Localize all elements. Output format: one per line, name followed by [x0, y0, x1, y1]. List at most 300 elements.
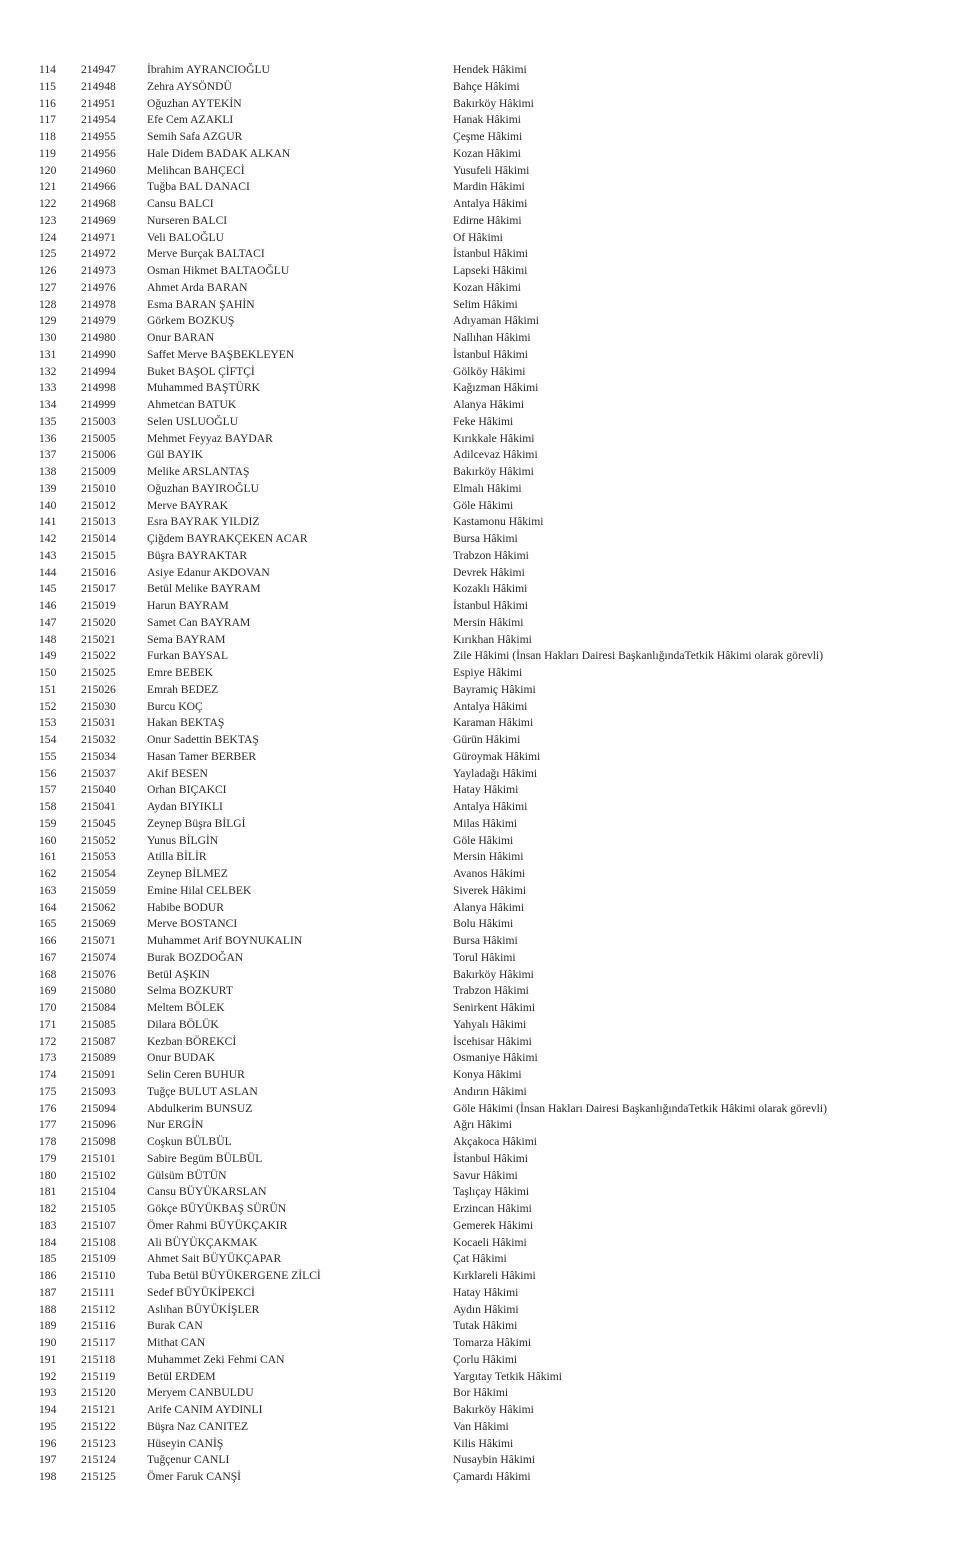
registry-number: 215084: [81, 1001, 116, 1014]
list-item: [0, 1285, 960, 1302]
person-name: Zeynep Büşra BİLGİ: [147, 816, 246, 830]
person-name: Asiye Edanur AKDOVAN: [147, 565, 270, 579]
registry-number: 215108: [81, 1235, 116, 1249]
person-name: Onur BARAN: [147, 331, 215, 344]
row-number: 184: [39, 1235, 57, 1249]
person-name: Sabire Begüm BÜLBÜL: [147, 1151, 263, 1165]
list-item: [0, 1436, 960, 1453]
assigned-post: Lapseki Hâkimi: [453, 264, 528, 277]
registry-number: 215030: [81, 699, 116, 713]
list-item: [0, 866, 960, 883]
registry-number: 214994: [81, 364, 116, 378]
list-item: [0, 280, 960, 297]
assigned-post: İstanbul Hâkimi: [453, 1151, 529, 1165]
list-item: [0, 62, 960, 79]
row-number: 198: [39, 1470, 57, 1483]
person-name: Onur Sadettin BEKTAŞ: [147, 733, 259, 746]
assigned-post: Bakırköy Hâkimi: [453, 96, 534, 110]
person-name: Mehmet Feyyaz BAYDAR: [147, 431, 273, 445]
assigned-post: Yayladağı Hâkimi: [453, 766, 538, 780]
row-number: 118: [39, 130, 56, 143]
registry-number: 214956: [81, 146, 116, 160]
registry-number: 215034: [81, 749, 116, 763]
registry-number: 214954: [81, 113, 116, 127]
registry-number: 215101: [81, 1151, 116, 1165]
row-number: 180: [39, 1168, 57, 1182]
person-name: Meryem CANBULDU: [147, 1386, 254, 1400]
assigned-post: Selim Hâkimi: [453, 297, 518, 311]
assigned-post: Alanya Hâkimi: [453, 398, 525, 411]
registry-number: 215053: [81, 850, 116, 864]
registry-number: 215010: [81, 481, 116, 495]
registry-number: 215013: [81, 515, 116, 529]
person-name: Büşra BAYRAKTAR: [147, 548, 248, 562]
registry-number: 215076: [81, 967, 116, 981]
list-item: [0, 481, 960, 498]
assigned-post: Milas Hâkimi: [453, 816, 518, 830]
row-number: 116: [39, 96, 56, 110]
assigned-post: Edirne Hâkimi: [453, 213, 522, 227]
row-number: 119: [39, 146, 56, 160]
assigned-post: Kırıkhan Hâkimi: [453, 632, 532, 646]
assigned-post: Devrek Hâkimi: [453, 565, 525, 579]
row-number: 153: [39, 716, 57, 730]
assigned-post: Hanak Hâkimi: [453, 113, 521, 127]
assigned-post: Bor Hâkimi: [453, 1386, 509, 1400]
registry-number: 215117: [81, 1336, 116, 1349]
row-number: 173: [39, 1051, 57, 1065]
row-number: 140: [39, 498, 57, 512]
registry-number: 214971: [81, 230, 116, 244]
list-item: [0, 1268, 960, 1285]
person-name: Arife CANIM AYDINLI: [147, 1403, 263, 1416]
person-name: Ahmet Sait BÜYÜKÇAPAR: [147, 1252, 282, 1266]
row-number: 149: [39, 649, 57, 663]
assigned-post: Espiye Hâkimi: [453, 666, 523, 679]
registry-number: 215041: [81, 800, 116, 813]
list-item: [0, 1235, 960, 1252]
person-name: Atilla BİLİR: [147, 850, 207, 864]
assigned-post: İscehisar Hâkimi: [453, 1034, 532, 1048]
person-name: Nurseren BALCI: [147, 213, 228, 227]
list-item: [0, 96, 960, 113]
registry-number: 214998: [81, 381, 116, 395]
list-item: [0, 1369, 960, 1386]
registry-number: 215059: [81, 883, 116, 897]
person-name: Tuğçenur CANLI: [147, 1453, 230, 1467]
list-item: [0, 1251, 960, 1268]
list-item: [0, 648, 960, 665]
assigned-post: Çeşme Hâkimi: [453, 130, 523, 143]
person-name: Muhammed BAŞTÜRK: [147, 381, 261, 395]
registry-number: 214978: [81, 297, 116, 311]
assigned-post: Karaman Hâkimi: [453, 716, 534, 730]
person-name: Gülsüm BÜTÜN: [147, 1168, 227, 1182]
registry-number: 214947: [81, 63, 116, 76]
assigned-post: Gölköy Hâkimi: [453, 364, 526, 378]
assigned-post: Bakırköy Hâkimi: [453, 465, 534, 478]
list-item: [0, 179, 960, 196]
person-name: Hasan Tamer BERBER: [147, 749, 257, 763]
list-item: [0, 1084, 960, 1101]
row-number: 175: [39, 1084, 57, 1098]
list-item: [0, 431, 960, 448]
person-name: Ahmet Arda BARAN: [147, 280, 248, 294]
row-number: 123: [39, 213, 57, 227]
assigned-post: Antalya Hâkimi: [453, 800, 528, 813]
registry-number: 214960: [81, 163, 116, 177]
row-number: 187: [39, 1285, 57, 1299]
row-number: 179: [39, 1151, 57, 1165]
assigned-post: Senirkent Hâkimi: [453, 1001, 536, 1014]
list-item: [0, 263, 960, 280]
person-name: Meltem BÖLEK: [147, 1001, 225, 1014]
list-item: [0, 531, 960, 548]
assigned-post: Nallıhan Hâkimi: [453, 331, 531, 344]
row-number: 127: [39, 280, 57, 294]
person-name: Abdulkerim BUNSUZ: [147, 1101, 253, 1115]
row-number: 172: [39, 1034, 57, 1048]
row-number: 165: [39, 917, 57, 931]
person-name: Sedef BÜYÜKİPEKCİ: [147, 1285, 255, 1299]
list-item: [0, 1000, 960, 1017]
assigned-post: Akçakoca Hâkimi: [453, 1135, 538, 1148]
registry-number: 215105: [81, 1202, 116, 1215]
registry-number: 214972: [81, 247, 116, 261]
person-name: Saffet Merve BAŞBEKLEYEN: [147, 347, 295, 361]
person-name: Muhammet Arif BOYNUKALIN: [147, 934, 303, 947]
list-item: [0, 665, 960, 682]
assigned-post: Yargıtay Tetkik Hâkimi: [453, 1369, 563, 1383]
registry-number: 215109: [81, 1252, 116, 1266]
row-number: 144: [39, 565, 57, 579]
person-name: Gökçe BÜYÜKBAŞ SÜRÜN: [147, 1202, 287, 1215]
row-number: 195: [39, 1419, 57, 1433]
person-name: Ali BÜYÜKÇAKMAK: [147, 1235, 258, 1249]
row-number: 152: [39, 699, 57, 713]
assigned-post: Feke Hâkimi: [453, 414, 514, 428]
row-number: 185: [39, 1252, 57, 1266]
row-number: 132: [39, 364, 57, 378]
list-item: [0, 1017, 960, 1034]
person-name: Aslıhan BÜYÜKİŞLER: [147, 1302, 260, 1316]
list-item: [0, 732, 960, 749]
assigned-post: Mersin Hâkimi: [453, 850, 524, 864]
list-item: [0, 380, 960, 397]
assigned-post: İstanbul Hâkimi: [453, 599, 529, 612]
list-item: [0, 581, 960, 598]
assigned-post: Of Hâkimi: [453, 230, 503, 244]
person-name: Coşkun BÜLBÜL: [147, 1135, 232, 1148]
row-number: 139: [39, 481, 57, 495]
row-number: 196: [39, 1436, 57, 1450]
assigned-post: Torul Hâkimi: [453, 950, 516, 964]
person-name: Mithat CAN: [147, 1336, 206, 1349]
list-item: [0, 498, 960, 515]
person-name: Orhan BIÇAKCI: [147, 783, 227, 797]
assigned-post: Mersin Hâkimi: [453, 615, 524, 629]
list-item: [0, 313, 960, 330]
registry-number: 215031: [81, 716, 116, 730]
row-number: 161: [39, 850, 57, 864]
list-item: [0, 598, 960, 615]
registry-number: 215093: [81, 1084, 116, 1098]
registry-number: 215118: [81, 1352, 116, 1366]
assigned-post: Güroymak Hâkimi: [453, 749, 541, 763]
person-name: Ömer Rahmi BÜYÜKÇAKIR: [147, 1218, 288, 1232]
assigned-post: Kozan Hâkimi: [453, 146, 521, 160]
person-name: Semih Safa AZGUR: [147, 130, 243, 143]
list-item: [0, 1134, 960, 1151]
list-item: [0, 548, 960, 565]
registry-number: 214955: [81, 130, 116, 143]
assigned-post: Yahyalı Hâkimi: [453, 1017, 527, 1031]
row-number: 162: [39, 867, 57, 880]
row-number: 159: [39, 816, 57, 830]
person-name: İbrahim AYRANCIOĞLU: [147, 63, 270, 76]
person-name: Hakan BEKTAŞ: [147, 716, 225, 730]
assigned-post: Zile Hâkimi (İnsan Hakları Dairesi BaşkanlığındaTetkik Hâkimi olarak görevli): [453, 649, 824, 663]
row-number: 154: [39, 733, 57, 746]
registry-number: 215006: [81, 448, 116, 462]
list-item: [0, 933, 960, 950]
assigned-post: Andırın Hâkimi: [453, 1084, 527, 1098]
row-number: 147: [39, 615, 57, 629]
registry-number: 214968: [81, 197, 116, 210]
list-item: [0, 364, 960, 381]
registry-number: 215094: [81, 1101, 116, 1115]
row-number: 136: [39, 431, 57, 445]
registry-number: 215121: [81, 1403, 116, 1416]
list-item: [0, 967, 960, 984]
assigned-post: İstanbul Hâkimi: [453, 247, 529, 261]
registry-number: 215122: [81, 1419, 116, 1433]
list-item: [0, 464, 960, 481]
assigned-post: Tomarza Hâkimi: [453, 1336, 532, 1349]
row-number: 176: [39, 1101, 57, 1115]
assigned-post: Savur Hâkimi: [453, 1168, 518, 1182]
list-item: [0, 129, 960, 146]
person-name: Tuğçe BULUT ASLAN: [147, 1084, 258, 1098]
person-name: Ömer Faruk CANŞİ: [147, 1470, 242, 1483]
list-item: [0, 246, 960, 263]
person-name: Betül Melike BAYRAM: [147, 582, 261, 596]
list-item: [0, 397, 960, 414]
registry-number: 214979: [81, 314, 116, 328]
person-name: Burak BOZDOĞAN: [147, 950, 244, 964]
list-item: [0, 1101, 960, 1118]
person-name: Cansu BÜYÜKARSLAN: [147, 1185, 267, 1199]
registry-number: 214990: [81, 347, 116, 361]
registry-number: 214980: [81, 331, 116, 344]
assigned-post: Bahçe Hâkimi: [453, 79, 520, 93]
person-name: Selin Ceren BUHUR: [147, 1068, 245, 1081]
registry-number: 215111: [81, 1285, 115, 1299]
row-number: 182: [39, 1202, 57, 1215]
person-name: Samet Can BAYRAM: [147, 615, 251, 629]
list-item: [0, 1419, 960, 1436]
assigned-post: Çamardı Hâkimi: [453, 1470, 531, 1483]
assigned-post: Bakırköy Hâkimi: [453, 967, 534, 981]
registry-number: 215005: [81, 431, 116, 445]
row-number: 114: [39, 63, 56, 76]
row-number: 194: [39, 1403, 57, 1416]
list-item: [0, 347, 960, 364]
row-number: 122: [39, 197, 57, 210]
registry-number: 215080: [81, 984, 116, 998]
row-number: 131: [39, 347, 57, 361]
registry-number: 214951: [81, 96, 116, 110]
row-number: 142: [39, 532, 57, 545]
registry-number: 215098: [81, 1135, 116, 1148]
row-number: 133: [39, 381, 57, 395]
row-number: 157: [39, 783, 57, 797]
person-name: Görkem BOZKUŞ: [147, 314, 235, 328]
list-item: [0, 983, 960, 1000]
assigned-post: Gemerek Hâkimi: [453, 1218, 534, 1232]
row-number: 169: [39, 984, 57, 998]
registry-number: 215125: [81, 1470, 116, 1483]
row-number: 145: [39, 582, 57, 596]
row-number: 174: [39, 1068, 57, 1081]
person-name: Betül ERDEM: [147, 1369, 216, 1383]
person-name: Merve BAYRAK: [147, 498, 229, 512]
list-item: [0, 414, 960, 431]
assigned-post: Bakırköy Hâkimi: [453, 1403, 534, 1416]
assigned-post: Kozan Hâkimi: [453, 280, 521, 294]
row-number: 141: [39, 515, 57, 529]
person-name: Oğuzhan BAYIROĞLU: [147, 481, 259, 495]
person-name: Oğuzhan AYTEKİN: [147, 96, 242, 110]
row-number: 146: [39, 599, 57, 612]
registry-number: 215012: [81, 498, 116, 512]
assigned-post: Ağrı Hâkimi: [453, 1118, 512, 1132]
registry-number: 215116: [81, 1319, 116, 1333]
person-name: Çiğdem BAYRAKÇEKEN ACAR: [147, 532, 308, 545]
registry-number: 215021: [81, 632, 116, 646]
assigned-post: Osmaniye Hâkimi: [453, 1051, 538, 1065]
person-name: Esra BAYRAK YILDIZ: [147, 515, 260, 529]
row-number: 177: [39, 1118, 57, 1132]
registry-number: 214976: [81, 280, 116, 294]
assigned-post: Trabzon Hâkimi: [453, 984, 529, 998]
person-name: Harun BAYRAM: [147, 599, 229, 612]
person-name: Habibe BODUR: [147, 900, 224, 914]
row-number: 137: [39, 448, 57, 462]
person-name: Emrah BEDEZ: [147, 682, 219, 696]
assigned-post: Bayramiç Hâkimi: [453, 682, 536, 696]
list-item: [0, 514, 960, 531]
list-item: [0, 1184, 960, 1201]
row-number: 138: [39, 465, 57, 478]
assigned-post: Yusufeli Hâkimi: [453, 163, 530, 177]
registry-number: 215120: [81, 1386, 116, 1400]
list-item: [0, 799, 960, 816]
row-number: 181: [39, 1185, 57, 1199]
row-number: 134: [39, 398, 57, 411]
list-item: [0, 1168, 960, 1185]
person-name: Sema BAYRAM: [147, 632, 226, 646]
assigned-post: Göle Hâkimi: [453, 498, 514, 512]
list-item: [0, 715, 960, 732]
assigned-post: Adilcevaz Hâkimi: [453, 448, 538, 462]
row-number: 128: [39, 297, 57, 311]
row-number: 190: [39, 1336, 57, 1349]
registry-number: 215096: [81, 1118, 116, 1132]
assigned-post: Kocaeli Hâkimi: [453, 1235, 527, 1249]
registry-number: 215124: [81, 1453, 116, 1467]
person-name: Zehra AYSÖNDÜ: [147, 79, 232, 93]
person-name: Kezban BÖREKCİ: [147, 1034, 237, 1048]
assigned-post: Erzincan Hâkimi: [453, 1202, 532, 1215]
list-item: [0, 330, 960, 347]
registry-number: 215025: [81, 666, 116, 679]
row-number: 120: [39, 163, 57, 177]
assigned-post: Mardin Hâkimi: [453, 180, 525, 194]
registry-number: 215062: [81, 900, 116, 914]
person-name: Osman Hikmet BALTAOĞLU: [147, 264, 290, 277]
assigned-post: Bolu Hâkimi: [453, 917, 514, 931]
person-name: Nur ERGİN: [147, 1118, 204, 1132]
list-item: [0, 1050, 960, 1067]
person-name: Emre BEBEK: [147, 666, 214, 679]
registry-number: 215020: [81, 615, 116, 629]
row-number: 171: [39, 1017, 57, 1031]
assigned-post: Çorlu Hâkimi: [453, 1352, 518, 1366]
assigned-post: Kilis Hâkimi: [453, 1436, 514, 1450]
row-number: 170: [39, 1001, 57, 1014]
person-name: Emine Hilal CELBEK: [147, 883, 252, 897]
row-number: 115: [39, 79, 56, 93]
list-item: [0, 1385, 960, 1402]
person-name: Büşra Naz CANITEZ: [147, 1419, 249, 1433]
registry-number: 214948: [81, 79, 116, 93]
registry-number: 215091: [81, 1068, 116, 1081]
row-number: 156: [39, 766, 57, 780]
appointment-list: [0, 62, 960, 1486]
assigned-post: Alanya Hâkimi: [453, 900, 525, 914]
person-name: Merve Burçak BALTACI: [147, 247, 265, 261]
row-number: 143: [39, 548, 57, 562]
row-number: 188: [39, 1302, 57, 1316]
person-name: Aydan BIYIKLI: [147, 800, 223, 813]
registry-number: 215089: [81, 1051, 116, 1065]
row-number: 193: [39, 1386, 57, 1400]
row-number: 168: [39, 967, 57, 981]
person-name: Zeynep BİLMEZ: [147, 867, 228, 880]
list-item: [0, 447, 960, 464]
registry-number: 215015: [81, 548, 116, 562]
person-name: Furkan BAYSAL: [147, 649, 229, 663]
registry-number: 215016: [81, 565, 116, 579]
registry-number: 215037: [81, 766, 116, 780]
row-number: 129: [39, 314, 57, 328]
person-name: Hüseyin CANİŞ: [147, 1436, 224, 1450]
row-number: 192: [39, 1369, 57, 1383]
assigned-post: Trabzon Hâkimi: [453, 548, 529, 562]
person-name: Betül AŞKIN: [147, 967, 210, 981]
list-item: [0, 163, 960, 180]
row-number: 183: [39, 1218, 57, 1232]
person-name: Cansu BALCI: [147, 197, 214, 210]
row-number: 125: [39, 247, 57, 261]
assigned-post: Çat Hâkimi: [453, 1252, 507, 1266]
registry-number: 214969: [81, 213, 116, 227]
person-name: Muhammet Zeki Fehmi CAN: [147, 1352, 285, 1366]
list-item: [0, 782, 960, 799]
assigned-post: Kırklareli Hâkimi: [453, 1269, 536, 1282]
person-name: Efe Cem AZAKLI: [147, 113, 234, 127]
